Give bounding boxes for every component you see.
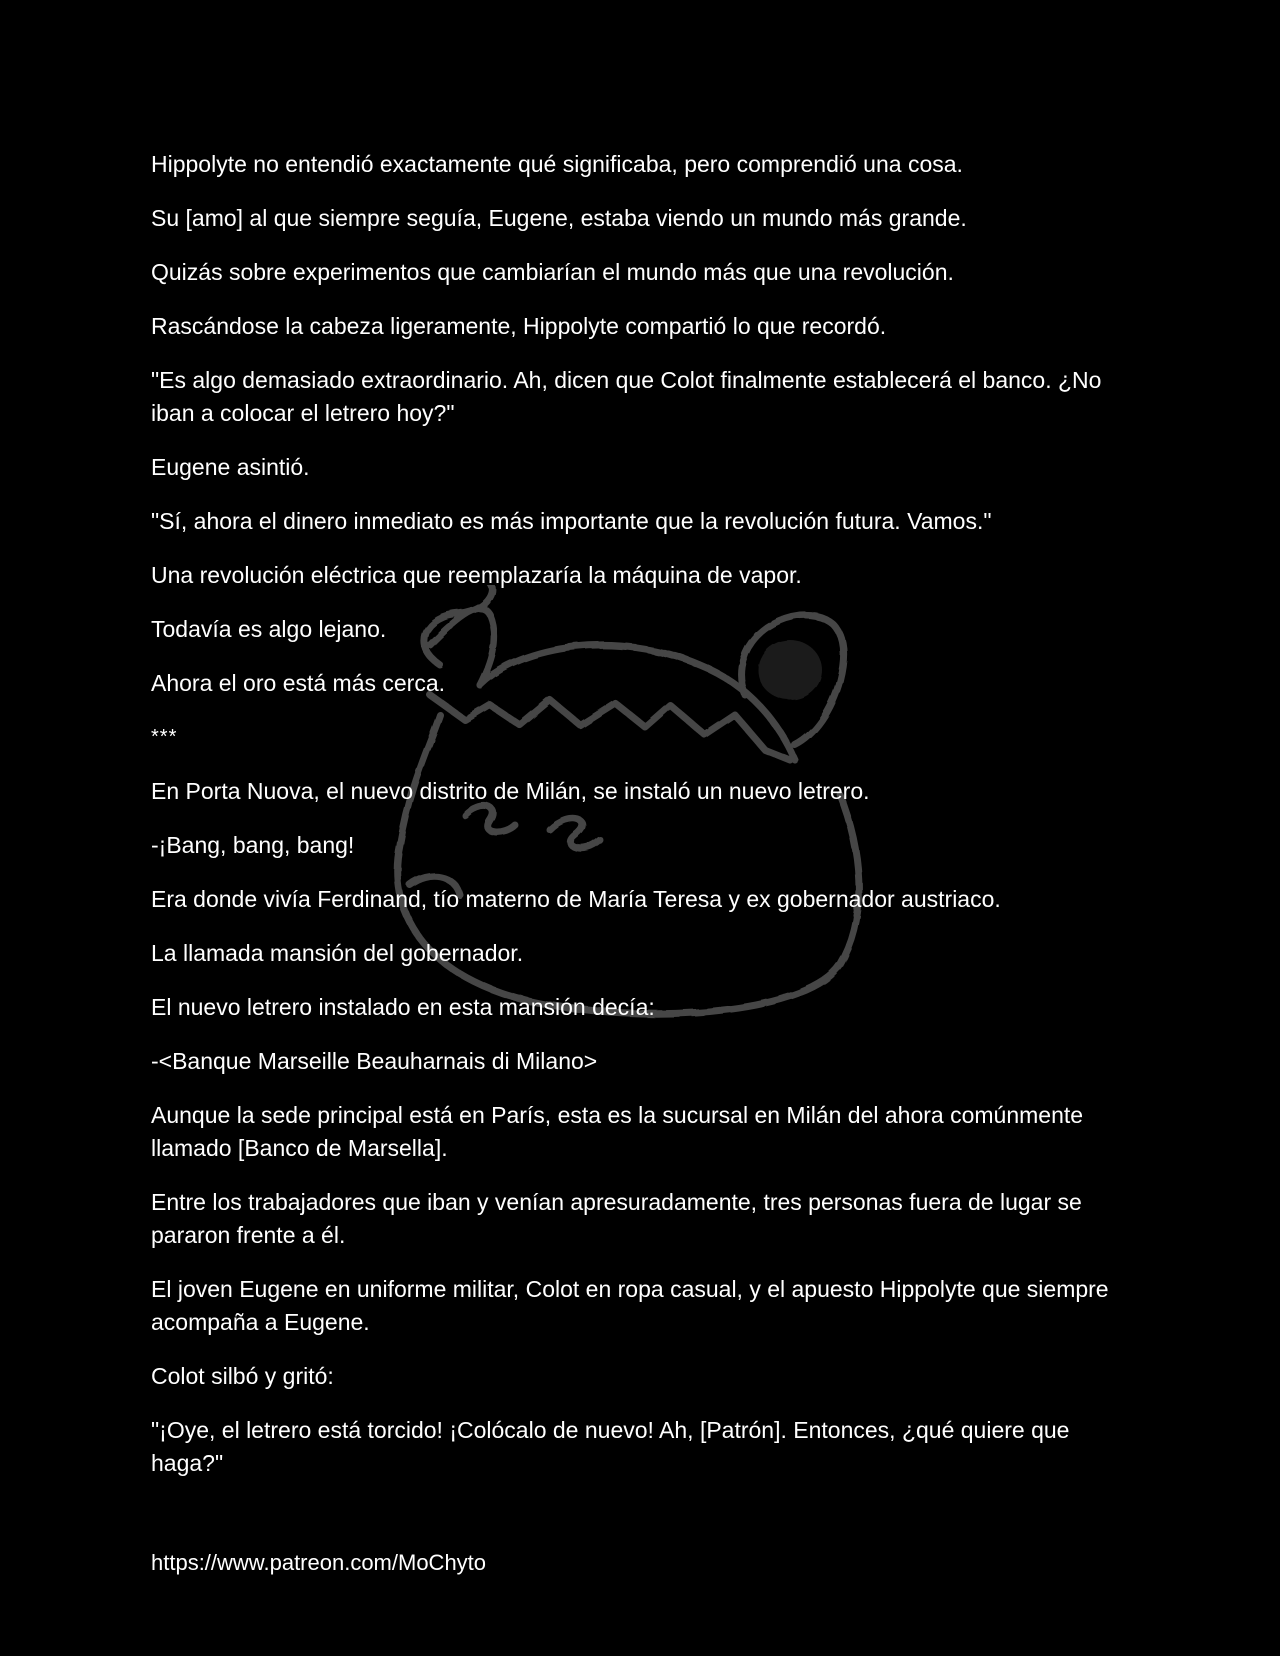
paragraph: Aunque la sede principal está en París, esta es la sucursal en Milán del ahora comúnmente llamado [Banco de Marsella]. <box>151 1102 1084 1161</box>
paragraph: Era donde vivía Ferdinand, tío materno de María Teresa y ex gobernador austriaco. <box>151 886 1001 912</box>
paragraph: El joven Eugene en uniforme militar, Colot en ropa casual, y el apuesto Hippolyte que siempre acompaña a Eugene. <box>151 1276 1109 1335</box>
paragraph: -<Banque Marseille Beauharnais di Milano> <box>151 1048 598 1074</box>
paragraph: "Sí, ahora el dinero inmediato es más importante que la revolución futura. Vamos." <box>151 508 992 534</box>
paragraph: En Porta Nuova, el nuevo distrito de Milán, se instaló un nuevo letrero. <box>151 778 870 804</box>
paragraph: "¡Oye, el letrero está torcido! ¡Colócalo de nuevo! Ah, [Patrón]. Entonces, ¿qué quiere que haga?" <box>151 1417 1070 1476</box>
paragraph: La llamada mansión del gobernador. <box>151 940 524 966</box>
scene-break: *** <box>151 726 178 748</box>
paragraph: Una revolución eléctrica que reemplazaría la máquina de vapor. <box>151 562 802 588</box>
paragraph: Hippolyte no entendió exactamente qué significaba, pero comprendió una cosa. <box>151 151 963 177</box>
paragraph: Su [amo] al que siempre seguía, Eugene, estaba viendo un mundo más grande. <box>151 205 967 231</box>
paragraph: Entre los trabajadores que iban y venían apresuradamente, tres personas fuera de lugar se pararon frente a él. <box>151 1189 1082 1248</box>
paragraph: Rascándose la cabeza ligeramente, Hippolyte compartió lo que recordó. <box>151 313 887 339</box>
paragraph: El nuevo letrero instalado en esta mansión decía: <box>151 994 655 1020</box>
paragraph: Quizás sobre experimentos que cambiarían el mundo más que una revolución. <box>151 259 954 285</box>
paragraph: Eugene asintió. <box>151 454 310 480</box>
patreon-link[interactable]: https://www.patreon.com/MoChyto <box>151 1550 487 1575</box>
chapter-text <box>151 148 1131 1501</box>
paragraph: Colot silbó y gritó: <box>151 1363 334 1389</box>
paragraph: Ahora el oro está más cerca. <box>151 670 446 696</box>
paragraph: -¡Bang, bang, bang! <box>151 832 355 858</box>
paragraph: Todavía es algo lejano. <box>151 616 387 642</box>
paragraph: "Es algo demasiado extraordinario. Ah, dicen que Colot finalmente establecerá el banco. ¿No iban a colocar el letrero hoy?" <box>151 367 1102 426</box>
